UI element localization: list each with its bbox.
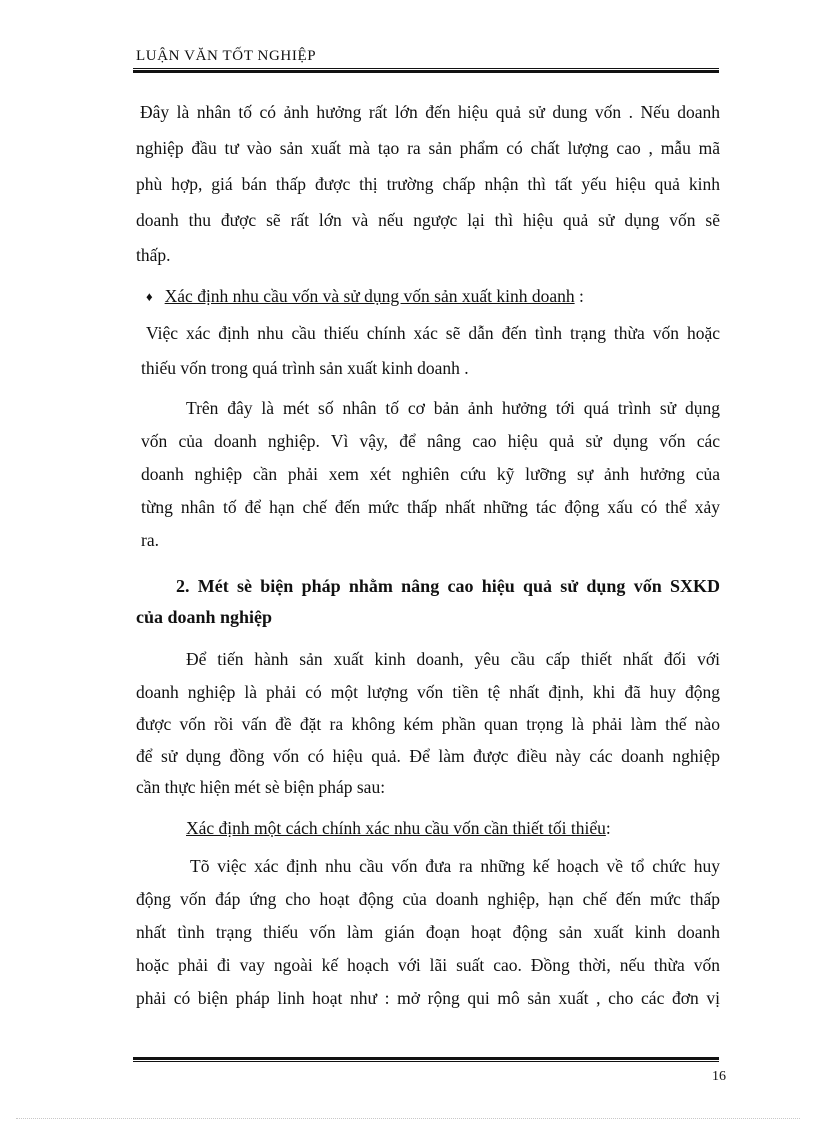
text-line: cần thực hiện mét sè biện pháp sau: [136,777,386,797]
text-line: động vốn đáp ứng cho hoạt động của doanh nghiệp, hạn chế đến mức thấp [136,889,720,909]
text-line: để sử dụng đồng vốn có hiệu quả. Để làm được điều này các doanh nghiệp [136,746,720,766]
text-line: thấp. [136,245,171,265]
bullet-heading [146,285,584,309]
subheading-suffix: : [605,818,611,838]
text-line: thiếu vốn trong quá trình sản xuất kinh doanh . [141,358,469,378]
section-heading-line: 2. Mét sè biện pháp nhằm nâng cao hiệu quả sử dụng vốn SXKD [176,576,720,596]
subheading [186,817,611,839]
text-line: Tõ việc xác định nhu cầu vốn đưa ra những kế hoạch về tổ chức huy [190,856,720,876]
diamond-bullet-icon: ♦ [146,289,153,304]
text-line: doanh nghiệp là phải có một lượng vốn tiền tệ nhất định, khi đã huy động [136,682,720,702]
text-line: từng nhân tố để hạn chế đến mức thấp nhất những tác động xấu có thể xảy [141,497,720,517]
text-line: Để tiến hành sản xuất kinh doanh, yêu cầu cấp thiết nhất đối với [186,649,720,669]
text-line: Trên đây là mét số nhân tố cơ bản ảnh hưởng tới quá trình sử dụng [186,398,720,418]
text-line: được vốn rồi vấn đề đặt ra không kém phần quan trọng là phải làm thế nào [136,714,720,734]
text-line: doanh thu được sẽ rất lớn và nếu ngược lại thì hiệu quả sử dụng vốn sẽ [136,210,720,230]
text-line: phù hợp, giá bán thấp được thị trường chấp nhận thì tất yếu hiệu quả kinh [136,174,720,194]
text-line: hoặc phải đi vay ngoài kế hoạch với lãi suất cao. Đồng thời, nếu thừa vốn [136,955,720,975]
text-line: vốn của doanh nghiệp. Vì vậy, để nâng cao hiệu quả sử dụng vốn các [141,431,720,451]
section-heading-line: của doanh nghiệp [136,607,273,627]
header-rule [133,68,719,73]
footer-rule [133,1057,719,1062]
text-line: nhất tình trạng thiếu vốn làm gián đoạn hoạt động sản xuất kinh doanh [136,922,720,942]
text-line: phải có biện pháp linh hoạt như : mở rộng qui mô sản xuất , cho các đơn vị [136,988,720,1008]
text-line: Việc xác định nhu cầu thiếu chính xác sẽ dẫn đến tình trạng thừa vốn hoặc [146,323,720,343]
text-line: ra. [141,530,159,550]
bullet-heading-suffix: : [574,286,584,306]
subheading-text: Xác định một cách chính xác nhu cầu vốn cần thiết tối thiểu [186,818,606,838]
text-line: doanh nghiệp cần phải xem xét nghiên cứu kỹ lưỡng sự ảnh hưởng của [141,464,720,484]
page-edge-dotted-border [16,1118,800,1119]
page-number: 16 [712,1069,726,1084]
text-line: nghiệp đầu tư vào sản xuất mà tạo ra sản phẩm có chất lượng cao , mẫu mã [136,138,720,158]
running-header-title: LUẬN VĂN TỐT NGHIỆP [136,48,317,64]
bullet-heading-text: Xác định nhu cầu vốn và sử dụng vốn sản xuất kinh doanh [164,286,575,306]
text-line: Đây là nhân tố có ảnh hưởng rất lớn đến hiệu quả sử dung vốn . Nếu doanh [140,102,720,122]
